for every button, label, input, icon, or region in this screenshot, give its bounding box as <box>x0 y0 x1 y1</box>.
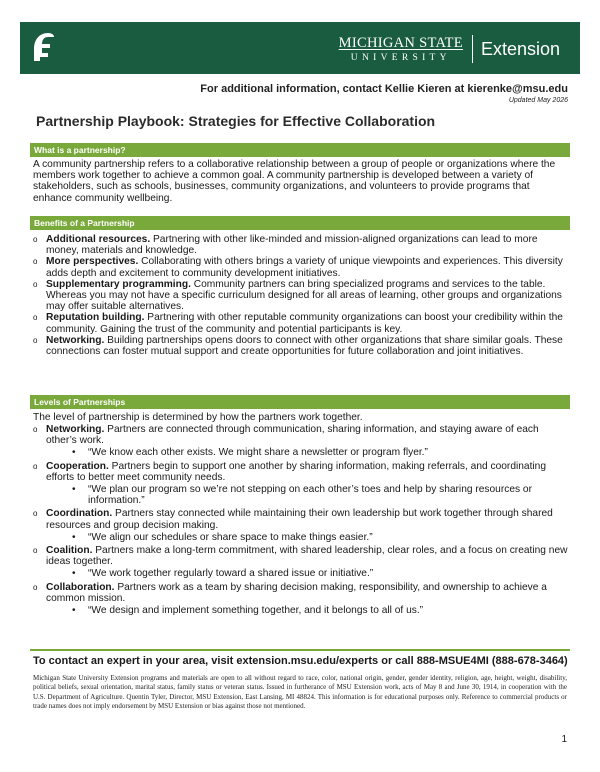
levels-list <box>30 424 570 618</box>
item-term: Cooperation. <box>46 460 109 472</box>
item-term: Coalition. <box>46 545 93 557</box>
section-heading-levels: Levels of Partnerships <box>30 395 570 409</box>
item-text: Community partners can bring specialized programs and services to the table. Whereas you may not have a specific curriculum designed for all areas of learning, other groups and organizations may offer suitable alternatives. <box>46 278 562 313</box>
expert-contact-line[interactable]: To contact an expert in your area, visit extension.msu.edu/experts or call 888-MSUE4MI (888-678-3464) <box>33 655 568 667</box>
bullet-glyph: o <box>33 335 38 345</box>
bullet-glyph: o <box>33 425 38 434</box>
list-item <box>30 424 570 446</box>
item-term: Collaboration. <box>46 581 115 593</box>
bullet-glyph: o <box>33 461 38 471</box>
benefits-list <box>30 234 570 357</box>
item-text: Partners begin to support one another by sharing information, making referrals, and coordinating efforts to better meet community needs. <box>46 460 547 483</box>
item-text: Building partnerships opens doors to connect with other organizations that share similar goals. These connections can foster mutual support and create opportunities for future collaboration and joint initiatives. <box>46 334 563 358</box>
item-quote: “We plan our program so we’re not stepping on each other’s toes and help by sharing resources or information.” <box>88 484 532 507</box>
item-term: Additional resources. <box>46 234 151 245</box>
sub-list-item <box>30 484 570 506</box>
bullet-glyph: o <box>33 257 38 267</box>
item-text: Partnering with other reputable community organizations can boost your credibility within the community. Gaining the trust of the community and potential participants is key. <box>46 312 563 335</box>
section-heading-benefits: Benefits of a Partnership <box>30 216 570 230</box>
item-text: Partners make a long-term commitment, with shared leadership, clear roles, and a focus on creating new ideas together. <box>46 545 568 568</box>
item-term: Supplementary programming. <box>46 278 191 290</box>
sub-bullet-glyph: • <box>72 447 76 459</box>
list-item <box>30 461 570 483</box>
list-item <box>30 335 570 357</box>
sub-list-item <box>30 447 570 458</box>
spartan-helmet-icon <box>30 31 56 63</box>
sub-bullet-glyph: • <box>72 484 76 496</box>
brand-line-2: UNIVERSITY <box>350 53 451 63</box>
sub-list-item <box>30 605 570 616</box>
list-item <box>30 279 570 313</box>
item-term: More perspectives. <box>46 256 139 268</box>
msu-extension-wordmark[interactable] <box>339 31 560 67</box>
sub-list-item <box>30 568 570 579</box>
item-term: Networking. <box>46 424 105 435</box>
list-item <box>30 256 570 278</box>
sub-list-item <box>30 532 570 543</box>
updated-date: Updated May 2026 <box>508 97 568 104</box>
sub-bullet-glyph: • <box>72 605 76 617</box>
brand-extension: Extension <box>480 38 560 59</box>
bullet-glyph: o <box>33 509 38 519</box>
list-item <box>30 234 570 256</box>
item-quote: “We design and implement something together, and it belongs to all of us.” <box>88 605 424 617</box>
item-text: Partners stay connected while maintaining their own leadership but work together through shared resources and group decision making. <box>46 508 553 531</box>
header-banner <box>20 22 580 74</box>
item-term: Networking. <box>46 334 105 346</box>
item-quote: “We work together regularly toward a shared issue or initiative.” <box>88 568 374 580</box>
bullet-glyph: o <box>33 313 38 323</box>
brand-line-1: MICHIGAN STATE <box>338 35 463 51</box>
bullet-glyph: o <box>33 279 38 289</box>
item-term: Reputation building. <box>46 312 145 324</box>
item-quote: “We know each other exists. We might share a newsletter or program flyer.” <box>88 447 428 459</box>
levels-intro: The level of partnership is determined by how the partners work together. <box>33 412 363 423</box>
item-text: Partners are connected through communication, sharing information, and staying aware of each other’s work. <box>46 424 539 447</box>
item-text: Partners work as a team by sharing decision making, responsibility, and ownership to achieve a common mission. <box>46 581 547 604</box>
contact-line: For additional information, contact Kellie Kieren at kierenke@msu.edu <box>200 83 568 95</box>
list-item <box>30 312 570 334</box>
list-item <box>30 545 570 567</box>
sub-bullet-glyph: • <box>72 531 76 543</box>
item-term: Coordination. <box>46 508 113 520</box>
bullet-glyph: o <box>33 235 38 244</box>
page-title: Partnership Playbook: Strategies for Effective Collaboration <box>36 113 436 129</box>
item-quote: “We align our schedules or share space to make things easier.” <box>88 531 373 543</box>
item-text: Partnering with other like-minded and mission-aligned organizations can lead to more money, materials and knowledge. <box>46 234 538 257</box>
sub-bullet-glyph: • <box>72 568 76 580</box>
page-number: 1 <box>561 734 567 745</box>
section-body-what: A community partnership refers to a collaborative relationship between a group of people or organizations where the members work together to achieve a common goal. A community partnership is developed between a variety of stakeholders, such as schools, businesses, community organizations, and volunteers to provide programs that enhance community wellbeing. <box>33 159 556 204</box>
section-heading-what: What is a partnership? <box>30 143 570 157</box>
footer-divider <box>30 649 570 651</box>
bullet-glyph: o <box>33 582 38 592</box>
item-text: Collaborating with others brings a variety of unique viewpoints and experiences. This diversity adds depth and excitement to community development initiatives. <box>46 256 563 279</box>
list-item <box>30 582 570 604</box>
list-item <box>30 508 570 530</box>
legal-disclaimer: Michigan State University Extension programs and materials are open to all without regard to race, color, national origin, gender, gender identity, religion, age, height, weight, disability, political beliefs, sexual orientation, marital status, family status or veteran status. Issued in furtherance of MSU Extension work, acts of May 8 and June 30, 1914, in cooperation with the U.S. Department of Agriculture. Quentin Tyler, Director, MSU Extension, East Lansing, MI 48824. This information is for educational purposes only. Reference to commercial products or trade names does not imply endorsement by MSU Extension or bias against those not mentioned. <box>33 674 567 711</box>
bullet-glyph: o <box>33 546 38 556</box>
